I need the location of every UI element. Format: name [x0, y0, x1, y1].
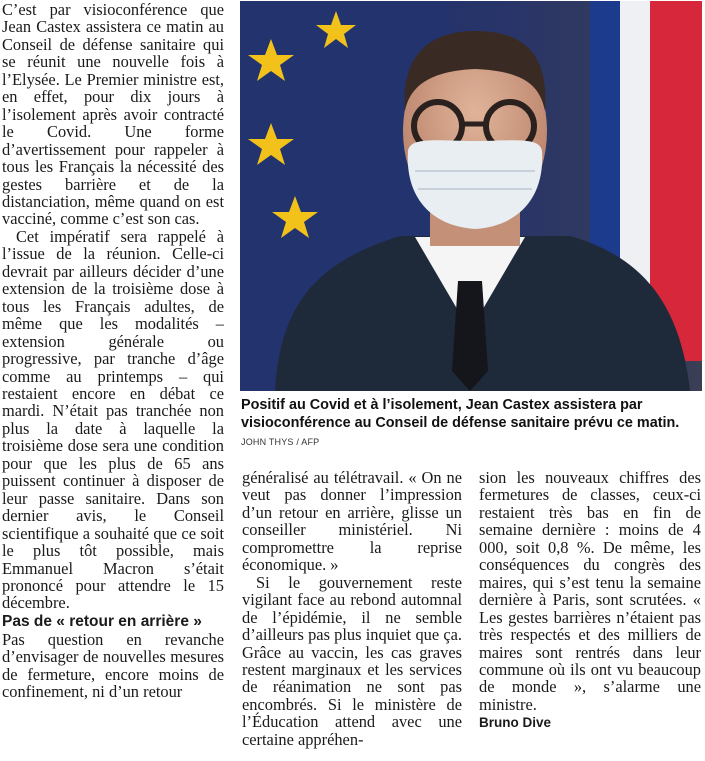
- photo-caption: [241, 396, 691, 452]
- paragraph: C’est par visioconférence que Jean Castex assistera ce matin au Conseil de défense sanitaire qui se réunit une nouvelle fois à l’Elysée. Le Premier ministre est, en effet, pour dix jours à l’isolement après avoir contracté le Covid. Une forme d’avertissement pour rappeler à tous les Français la nécessité des gestes barrière et de la distanciation, même quand on est vacciné, comme c’est son cas.: [2, 0, 224, 229]
- paragraph: sion les nouveaux chiffres des fermetures de classes, ceux-ci restaient très bas en fin de semaine dernière : moins de 4 000, soit 0,8 %. De même, les conséquences du congrès des maires, qui s’est tenu la semaine dernière à Paris, sont scrutées. « Les gestes barrières n’étaient pas très respectés et des milliers de maires sont rentrés dans leur commune où ils ont vu beaucoup de monde », s’alarme une ministre.: [479, 468, 701, 714]
- photo-credit: JOHN THYS / AFP: [241, 437, 320, 448]
- article-column-1: [2, 1, 224, 701]
- paragraph: généralisé au télétravail. « On ne veut pas donner l’impression d’un retour en arrière, glisse un conseiller ministériel. Ni compromettre la reprise économique. »: [242, 468, 462, 575]
- paragraph: Cet impératif sera rappelé à l’issue de la réunion. Celle-ci devrait par ailleurs décider d’une extension de la troisième dose à tous les Français adultes, de même que les modalités – extension générale ou progressive, par tranche d’âge comme au printemps – qui restaient encore en débat ce mardi. N’était pas tranchée non plus la date à laquelle la troisième dose sera une condition pour que les plus de 65 ans puissent continuer à disposer de leur passe sanitaire. Dans son dernier avis, le Conseil scientifique a souhaité que ce soit le plus tôt possible, mais Emmanuel Macron s’était prononcé pour attendre le 15 décembre.: [2, 226, 224, 613]
- paragraph: Pas question en revanche d’envisager de nouvelles mesures de fermeture, encore moins de confinement, ni d’un retour: [2, 629, 224, 702]
- paragraph: Si le gouvernement reste vigilant face au rebond automnal de l’épidémie, il ne semble d’ailleurs pas plus inquiet que ça. Grâce au vaccin, les cas graves restent marginaux et les services de réanimation ne sont pas encombrés. Si le ministère de l’Éducation attend avec une certaine appréhen-: [242, 572, 462, 749]
- subheading: Pas de « retour en arrière »: [2, 612, 202, 630]
- author-byline: Bruno Dive: [479, 715, 552, 731]
- caption-text: Positif au Covid et à l’isolement, Jean Castex assistera par visioconférence au Conseil de défense sanitaire prévu ce matin.: [241, 397, 680, 432]
- article-column-3: [479, 469, 701, 731]
- news-photo: [240, 1, 702, 391]
- article-column-2: [242, 469, 462, 748]
